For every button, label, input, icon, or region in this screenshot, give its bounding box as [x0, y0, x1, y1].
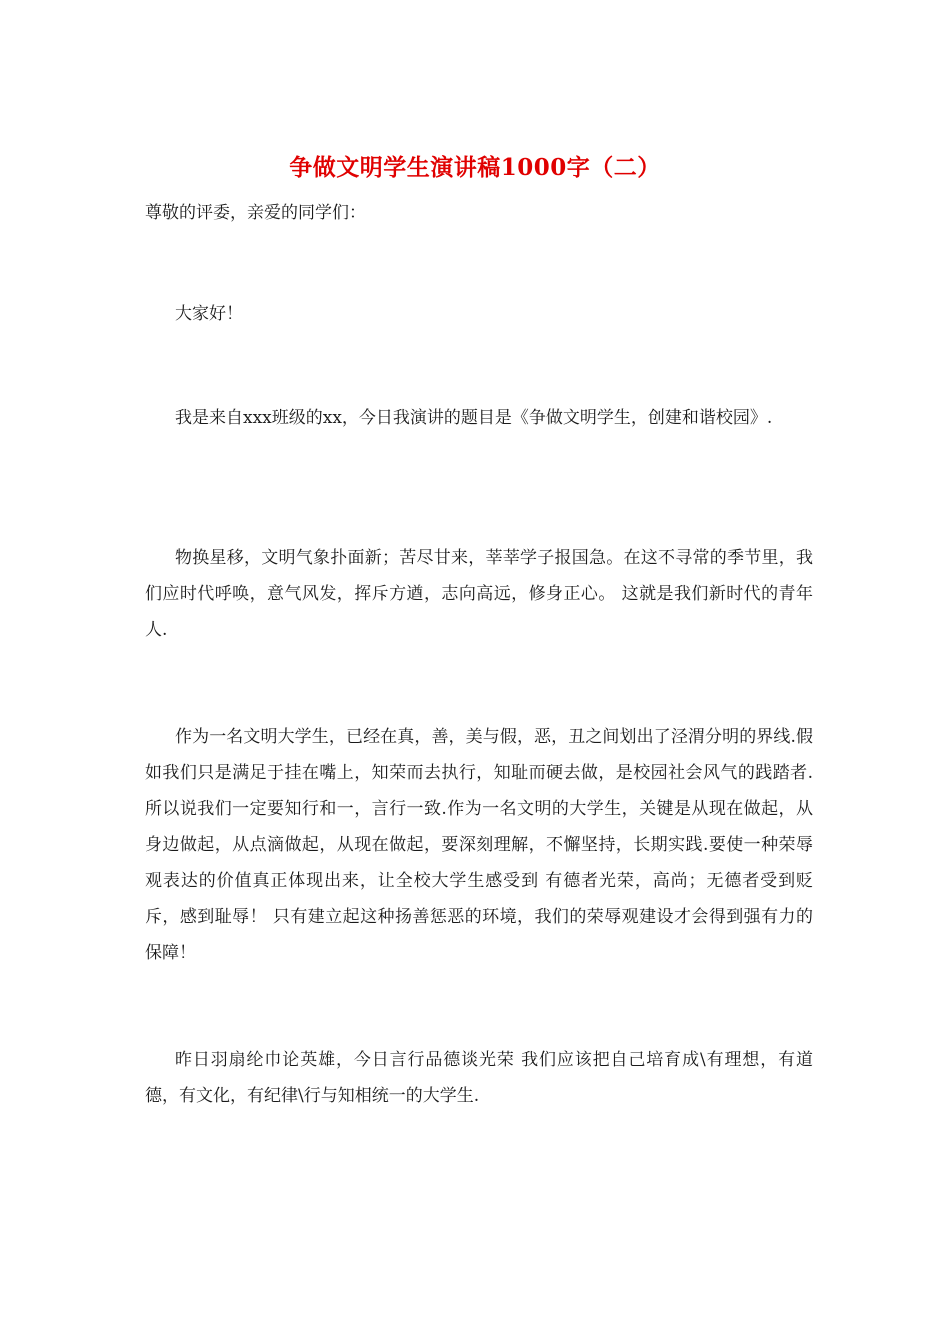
greeting-text: 大家好！ — [175, 304, 243, 324]
body-paragraph-1: 物换星移，文明气象扑面新；苦尽甘来，莘莘学子报国急。在这不寻常的季节里，我们应时代呼唤，意气风发，挥斥方遒，志向高远，修身正心。 这就是我们新时代的青年人. — [145, 548, 813, 640]
body-paragraph-2: 作为一名文明大学生，已经在真，善，美与假，恶，丑之间划出了泾渭分明的界线.假如我们只是满足于挂在嘴上，知荣而去执行，知耻而硬去做，是校园社会风气的践踏者.所以说我们一定要知行和一，言行一致.作为一名文明的大学生，关键是从现在做起，从身边做起，从点滴做起，从现在做起，要深刻理解，不懈坚持，长期实践.要使一种荣辱观表达的价值真正体现出来，让全校大学生感受到 有德者光荣，高尚；无德者受到贬斥，感到耻辱！ 只有建立起这种扬善惩恶的环境，我们的荣辱观建设才会得到强有力的保障！ — [145, 727, 813, 963]
intro-paragraph: 我是来自xxx班级的xx，今日我演讲的题目是《争做文明学生，创建和谐校园》. — [175, 408, 773, 428]
document-title: 争做文明学生演讲稿1000字（二） — [289, 154, 661, 181]
body-paragraph-3: 昨日羽扇纶巾论英雄，今日言行品德谈光荣 我们应该把自己培育成\有理想，有道德，有文化，有纪律\行与知相统一的大学生. — [145, 1050, 813, 1106]
salutation-text: 尊敬的评委，亲爱的同学们： — [145, 203, 366, 223]
